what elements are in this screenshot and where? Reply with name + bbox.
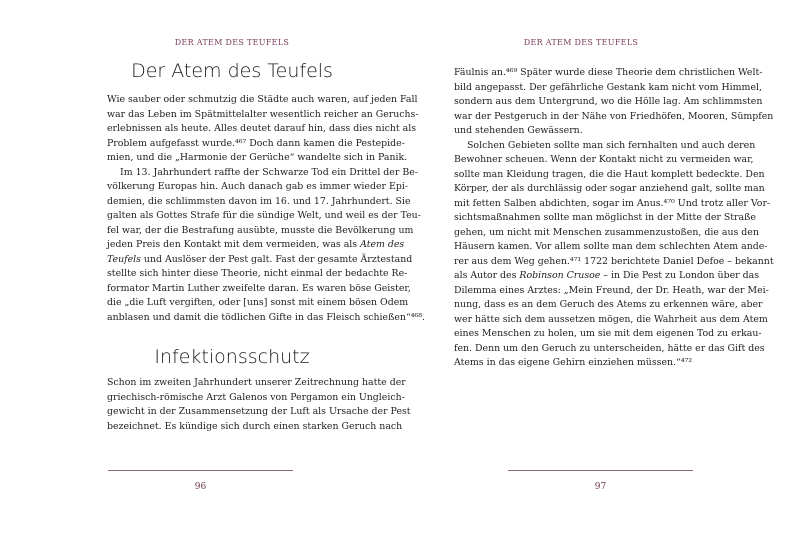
text-run: Dilemma eines Arztes: „Mein Freund, der Dr. Heath, war der Mei-: [454, 284, 769, 296]
right-page: [454, 0, 774, 533]
section-heading: Infektionsschutz: [154, 346, 310, 368]
text-line: [454, 342, 765, 357]
text-run: gehen, um nicht mit Menschen zusammenzustoßen, die aus den: [454, 226, 759, 238]
text-line: [454, 313, 768, 328]
text-run: Häusern kamen. Vor allem sollte man dem schlechten Atem ande-: [454, 241, 768, 252]
text-run: demien, die schlimmsten davon im 16. und 17. Jahrhundert. Sie: [107, 195, 411, 207]
text-line: [107, 209, 421, 224]
text-line: [107, 151, 408, 166]
text-line: [107, 311, 425, 326]
text-run: erlebnissen als heute. Alles deutet darauf hin, dass dies nicht als: [107, 123, 417, 134]
text-run: nung, dass es an dem Geruch des Atems zu erkennen wäre, aber: [454, 299, 763, 310]
text-line: [107, 180, 408, 195]
text-line: [454, 197, 771, 212]
text-run: bild angepasst. Der gefährliche Gestank kam nicht vom Himmel,: [454, 81, 762, 93]
text-line: [107, 296, 409, 311]
text-run: gewicht in der Zusammensetzung der Luft als Ursache der Pest: [107, 406, 411, 417]
text-line: [454, 240, 768, 255]
text-line: [454, 124, 708, 139]
text-line: [107, 267, 408, 282]
text-run: wer hätte sich dem aussetzen mögen, die Wahrheit aus dem Atem: [454, 313, 768, 325]
section-text: [107, 376, 411, 434]
text-line: [107, 282, 411, 297]
text-line: [107, 391, 405, 406]
text-line: [454, 139, 756, 154]
body-text: [107, 93, 425, 325]
text-line: [107, 420, 403, 435]
text-run: stellte sich hinter diese Theorie, nicht einmal der bedachte Re-: [107, 268, 408, 279]
text-line: [107, 93, 418, 108]
text-line: [454, 66, 763, 81]
text-run: und stehenden Gewässern.: [454, 125, 583, 136]
text-run: Fäulnis an.⁴⁶⁹ Später wurde diese Theorie dem christlichen Welt-: [454, 67, 763, 78]
text-run: Problem aufgefasst wurde.⁴⁶⁷ Doch dann kamen die Pestepide-: [107, 137, 405, 149]
text-run: mien, und die „Harmonie der Gerüche“ wandelte sich in Panik.: [107, 152, 408, 163]
text-run: war der Pestgeruch in der Nähe von Friedhöfen, Mooren, Sümpfen: [454, 110, 774, 122]
text-line: [454, 95, 763, 110]
text-line: [107, 224, 414, 239]
text-line: [454, 356, 708, 371]
text-line: [107, 122, 417, 137]
italic-text: Robinson Crusoe: [519, 270, 601, 281]
text-line: [454, 298, 763, 313]
text-line: [454, 168, 765, 183]
page-number: 96: [194, 482, 207, 492]
footer-rule: [508, 470, 693, 471]
text-line: [454, 269, 760, 284]
page-number: 97: [594, 482, 607, 492]
text-line: [454, 81, 762, 96]
text-line: [454, 110, 774, 125]
text-run: – in Die Pest zu London über das: [600, 270, 760, 281]
text-run: Körper, der als durchlässig oder sogar anziehend galt, sollte man: [454, 183, 765, 194]
text-run: sondern aus dem Untergrund, wo die Hölle lag. Am schlimmsten: [454, 96, 763, 107]
text-run: mit fetten Salben abdichten, sogar im Anus.⁴⁷⁰ Und trotz aller Vor-: [454, 197, 771, 209]
text-line: [454, 255, 774, 270]
text-line: [107, 376, 406, 391]
text-run: völkerung Europas hin. Auch danach gab es immer wieder Epi-: [107, 181, 408, 192]
running-head: DER ATEM DES TEUFELS: [174, 38, 290, 47]
body-text: [454, 66, 774, 371]
text-run: fen. Denn um den Geruch zu unterscheiden, hätte er das Gift des: [454, 342, 765, 354]
text-run: als Autor des: [454, 270, 520, 281]
footer-rule: [108, 470, 293, 471]
text-run: Im 13. Jahrhundert raffte der Schwarze Tod ein Drittel der Be-: [120, 166, 418, 178]
running-head: DER ATEM DES TEUFELS: [523, 38, 639, 47]
text-line: [107, 108, 419, 123]
text-line: [107, 195, 411, 210]
text-run: sichtsmaßnahmen sollte man möglichst in der Mitte der Straße: [454, 212, 756, 223]
text-run: eines Menschen zu holen, um sie mit dem eigenen Tod zu erkau-: [454, 328, 762, 339]
text-run: Wie sauber oder schmutzig die Städte auch waren, auf jeden Fall: [107, 94, 418, 105]
italic-text: Atem des: [360, 239, 405, 250]
text-run: fel war, der die Bestrafung ausübte, musste die Bevölkerung um: [107, 224, 414, 236]
text-run: sollte man Kleidung tragen, die die Haut komplett bedeckte. Den: [454, 168, 765, 180]
text-line: [454, 327, 762, 342]
text-line: [107, 238, 405, 253]
text-run: die „die Luft vergiften, oder [uns] sonst mit einem bösen Odem: [107, 297, 409, 308]
text-run: Solchen Gebieten sollte man sich fernhalten und auch deren: [467, 139, 756, 151]
text-line: [107, 137, 405, 152]
italic-text: Teufels: [107, 253, 141, 265]
text-line: [454, 211, 756, 226]
text-run: jeden Preis den Kontakt mit dem vermeiden, was als: [107, 239, 361, 250]
text-run: galten als Gottes Strafe für die sündige Welt, und weil es der Teu-: [107, 210, 421, 221]
text-line: [454, 226, 759, 241]
chapter-title: Der Atem des Teufels: [131, 60, 333, 82]
text-run: anblasen und damit die tödlichen Gifte in das Fleisch schießen“⁴⁶⁸.: [107, 311, 425, 323]
text-line: [454, 182, 765, 197]
text-run: griechisch-römische Arzt Galenos von Pergamon ein Ungleich-: [107, 391, 405, 403]
left-page: [107, 0, 425, 533]
text-run: rer aus dem Weg gehen.⁴⁷¹ 1722 berichtete Daniel Defoe – bekannt: [454, 255, 774, 267]
text-run: formator Martin Luther zweifelte daran. Es waren böse Geister,: [107, 282, 411, 294]
text-run: Atems in das eigene Gehirn einziehen müssen.“⁴⁷²: [454, 357, 693, 368]
text-run: Bewohner scheuen. Wenn der Kontakt nicht zu vermeiden war,: [454, 154, 754, 165]
text-run: war das Leben im Spätmittelalter wesentlich reicher an Geruchs-: [107, 108, 419, 120]
text-line: [107, 405, 411, 420]
text-line: [107, 253, 413, 268]
text-run: bezeichnet. Es kündige sich durch einen starken Geruch nach: [107, 420, 403, 432]
text-line: [107, 166, 418, 181]
text-run: und Auslöser der Pest galt. Fast der gesamte Ärztestand: [140, 253, 413, 265]
text-run: Schon im zweiten Jahrhundert unserer Zeitrechnung hatte der: [107, 377, 406, 388]
text-line: [454, 153, 754, 168]
text-line: [454, 284, 769, 299]
